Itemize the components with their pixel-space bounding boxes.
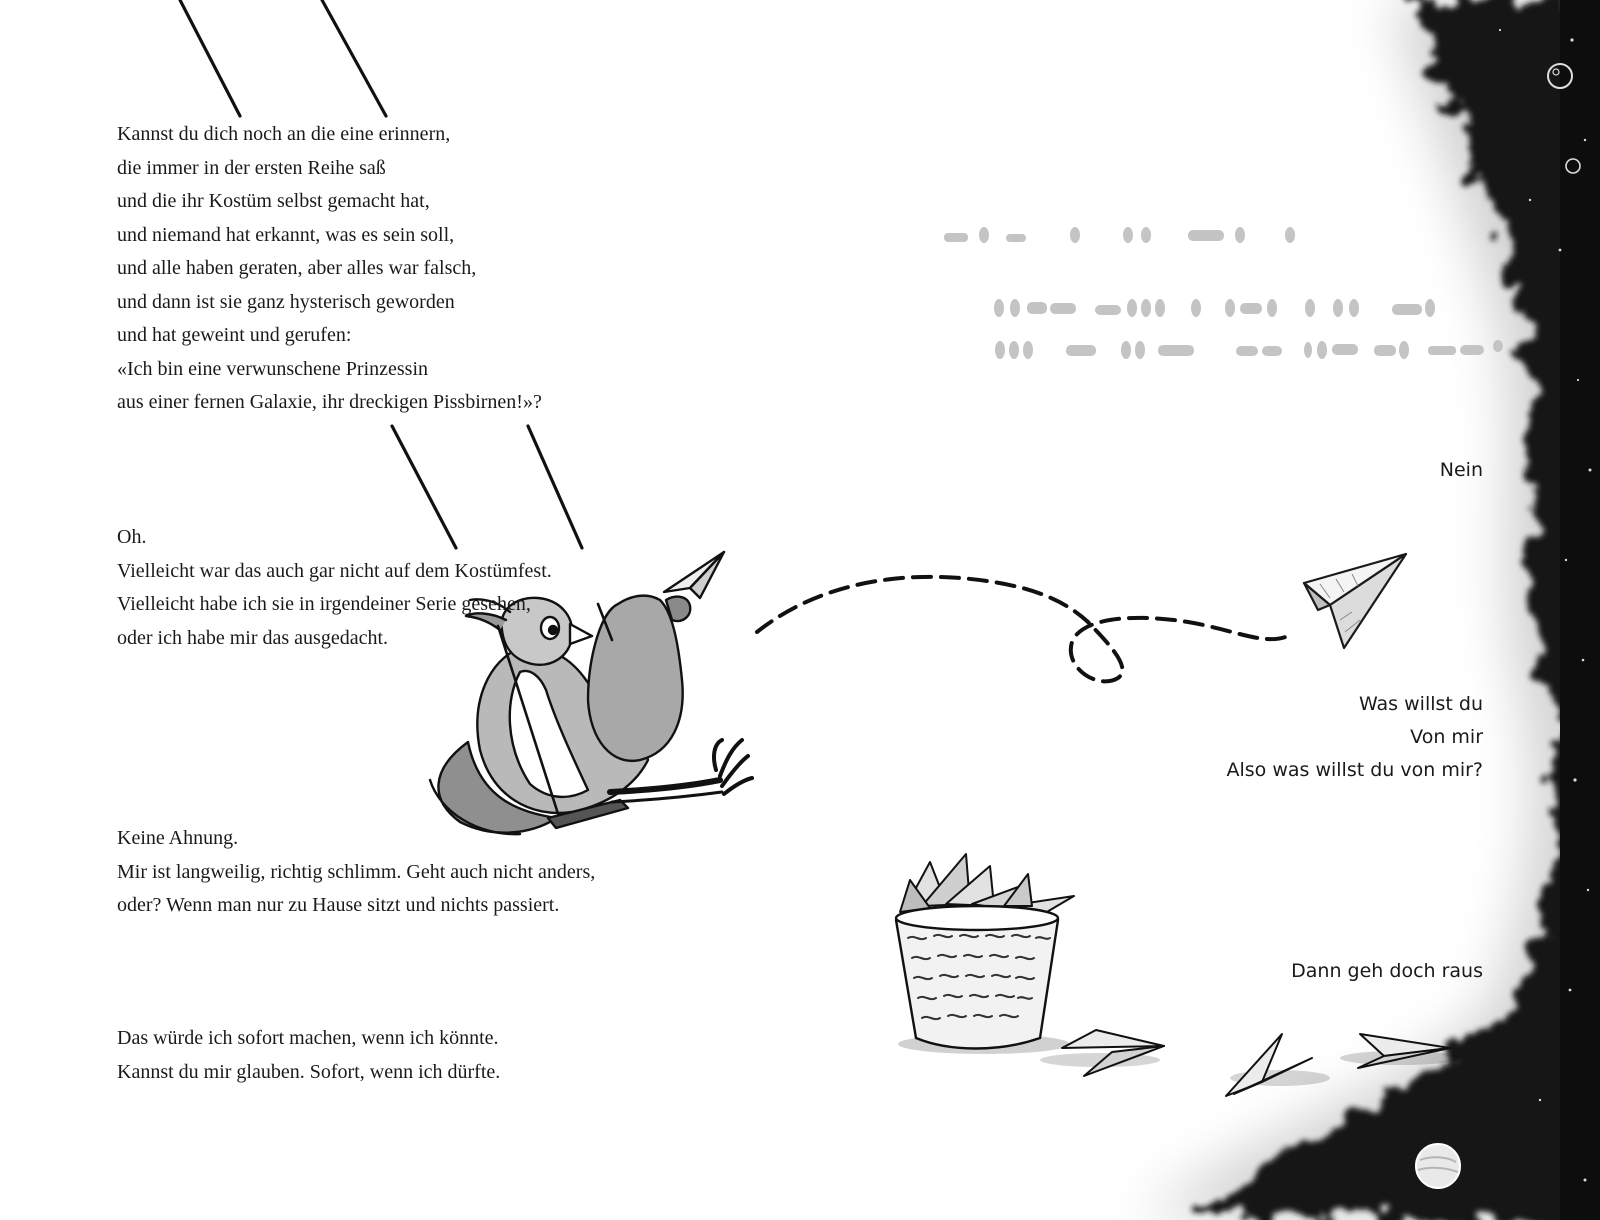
text-line: Oh.	[117, 526, 147, 548]
text-line: Das würde ich sofort machen, wenn ich könnte.	[117, 1027, 499, 1049]
reply-line: Was willst du	[1358, 693, 1483, 715]
text-block-2	[117, 521, 552, 655]
text-block-3	[117, 822, 595, 923]
text-line: und dann ist sie ganz hysterisch geworden	[117, 290, 455, 313]
text-line: oder? Wenn man nur zu Hause sitzt und nichts passiert.	[117, 894, 560, 916]
text-line: und alle haben geraten, aber alles war falsch,	[117, 257, 477, 279]
text-block-1	[117, 118, 542, 420]
reply-line: Dann geh doch raus	[1291, 960, 1483, 982]
text-line: aus einer fernen Galaxie, ihr dreckigen Pissbirnen!»?	[117, 391, 542, 413]
text-line: «Ich bin eine verwunschene Prinzessin	[117, 357, 429, 380]
reply-block-1	[1440, 454, 1483, 487]
text-line: und hat geweint und gerufen:	[117, 324, 352, 346]
text-line: und die ihr Kostüm selbst gemacht hat,	[117, 190, 430, 212]
reply-line: Nein	[1439, 459, 1483, 481]
text-block-4	[117, 1022, 500, 1089]
text-line: Mir ist langweilig, richtig schlimm. Geht auch nicht anders,	[117, 860, 596, 883]
text-line: Kannst du mir glauben. Sofort, wenn ich dürfte.	[117, 1060, 501, 1083]
text-line: die immer in der ersten Reihe saß	[117, 156, 386, 179]
text-line: Keine Ahnung.	[117, 827, 239, 849]
text-line: Kannst du dich noch an die eine erinnern,	[117, 123, 451, 145]
reply-line: Von mir	[1410, 726, 1483, 748]
text-line: und niemand hat erkannt, was es sein soll,	[117, 223, 455, 246]
reply-block-3	[1291, 955, 1483, 988]
text-line: Vielleicht habe ich sie in irgendeiner Serie gesehen,	[117, 593, 531, 615]
reply-block-2	[1227, 688, 1484, 787]
reply-line: Also was willst du von mir?	[1226, 759, 1483, 781]
text-line: oder ich habe mir das ausgedacht.	[117, 626, 389, 649]
text-line: Vielleicht war das auch gar nicht auf dem Kostümfest.	[117, 559, 552, 582]
